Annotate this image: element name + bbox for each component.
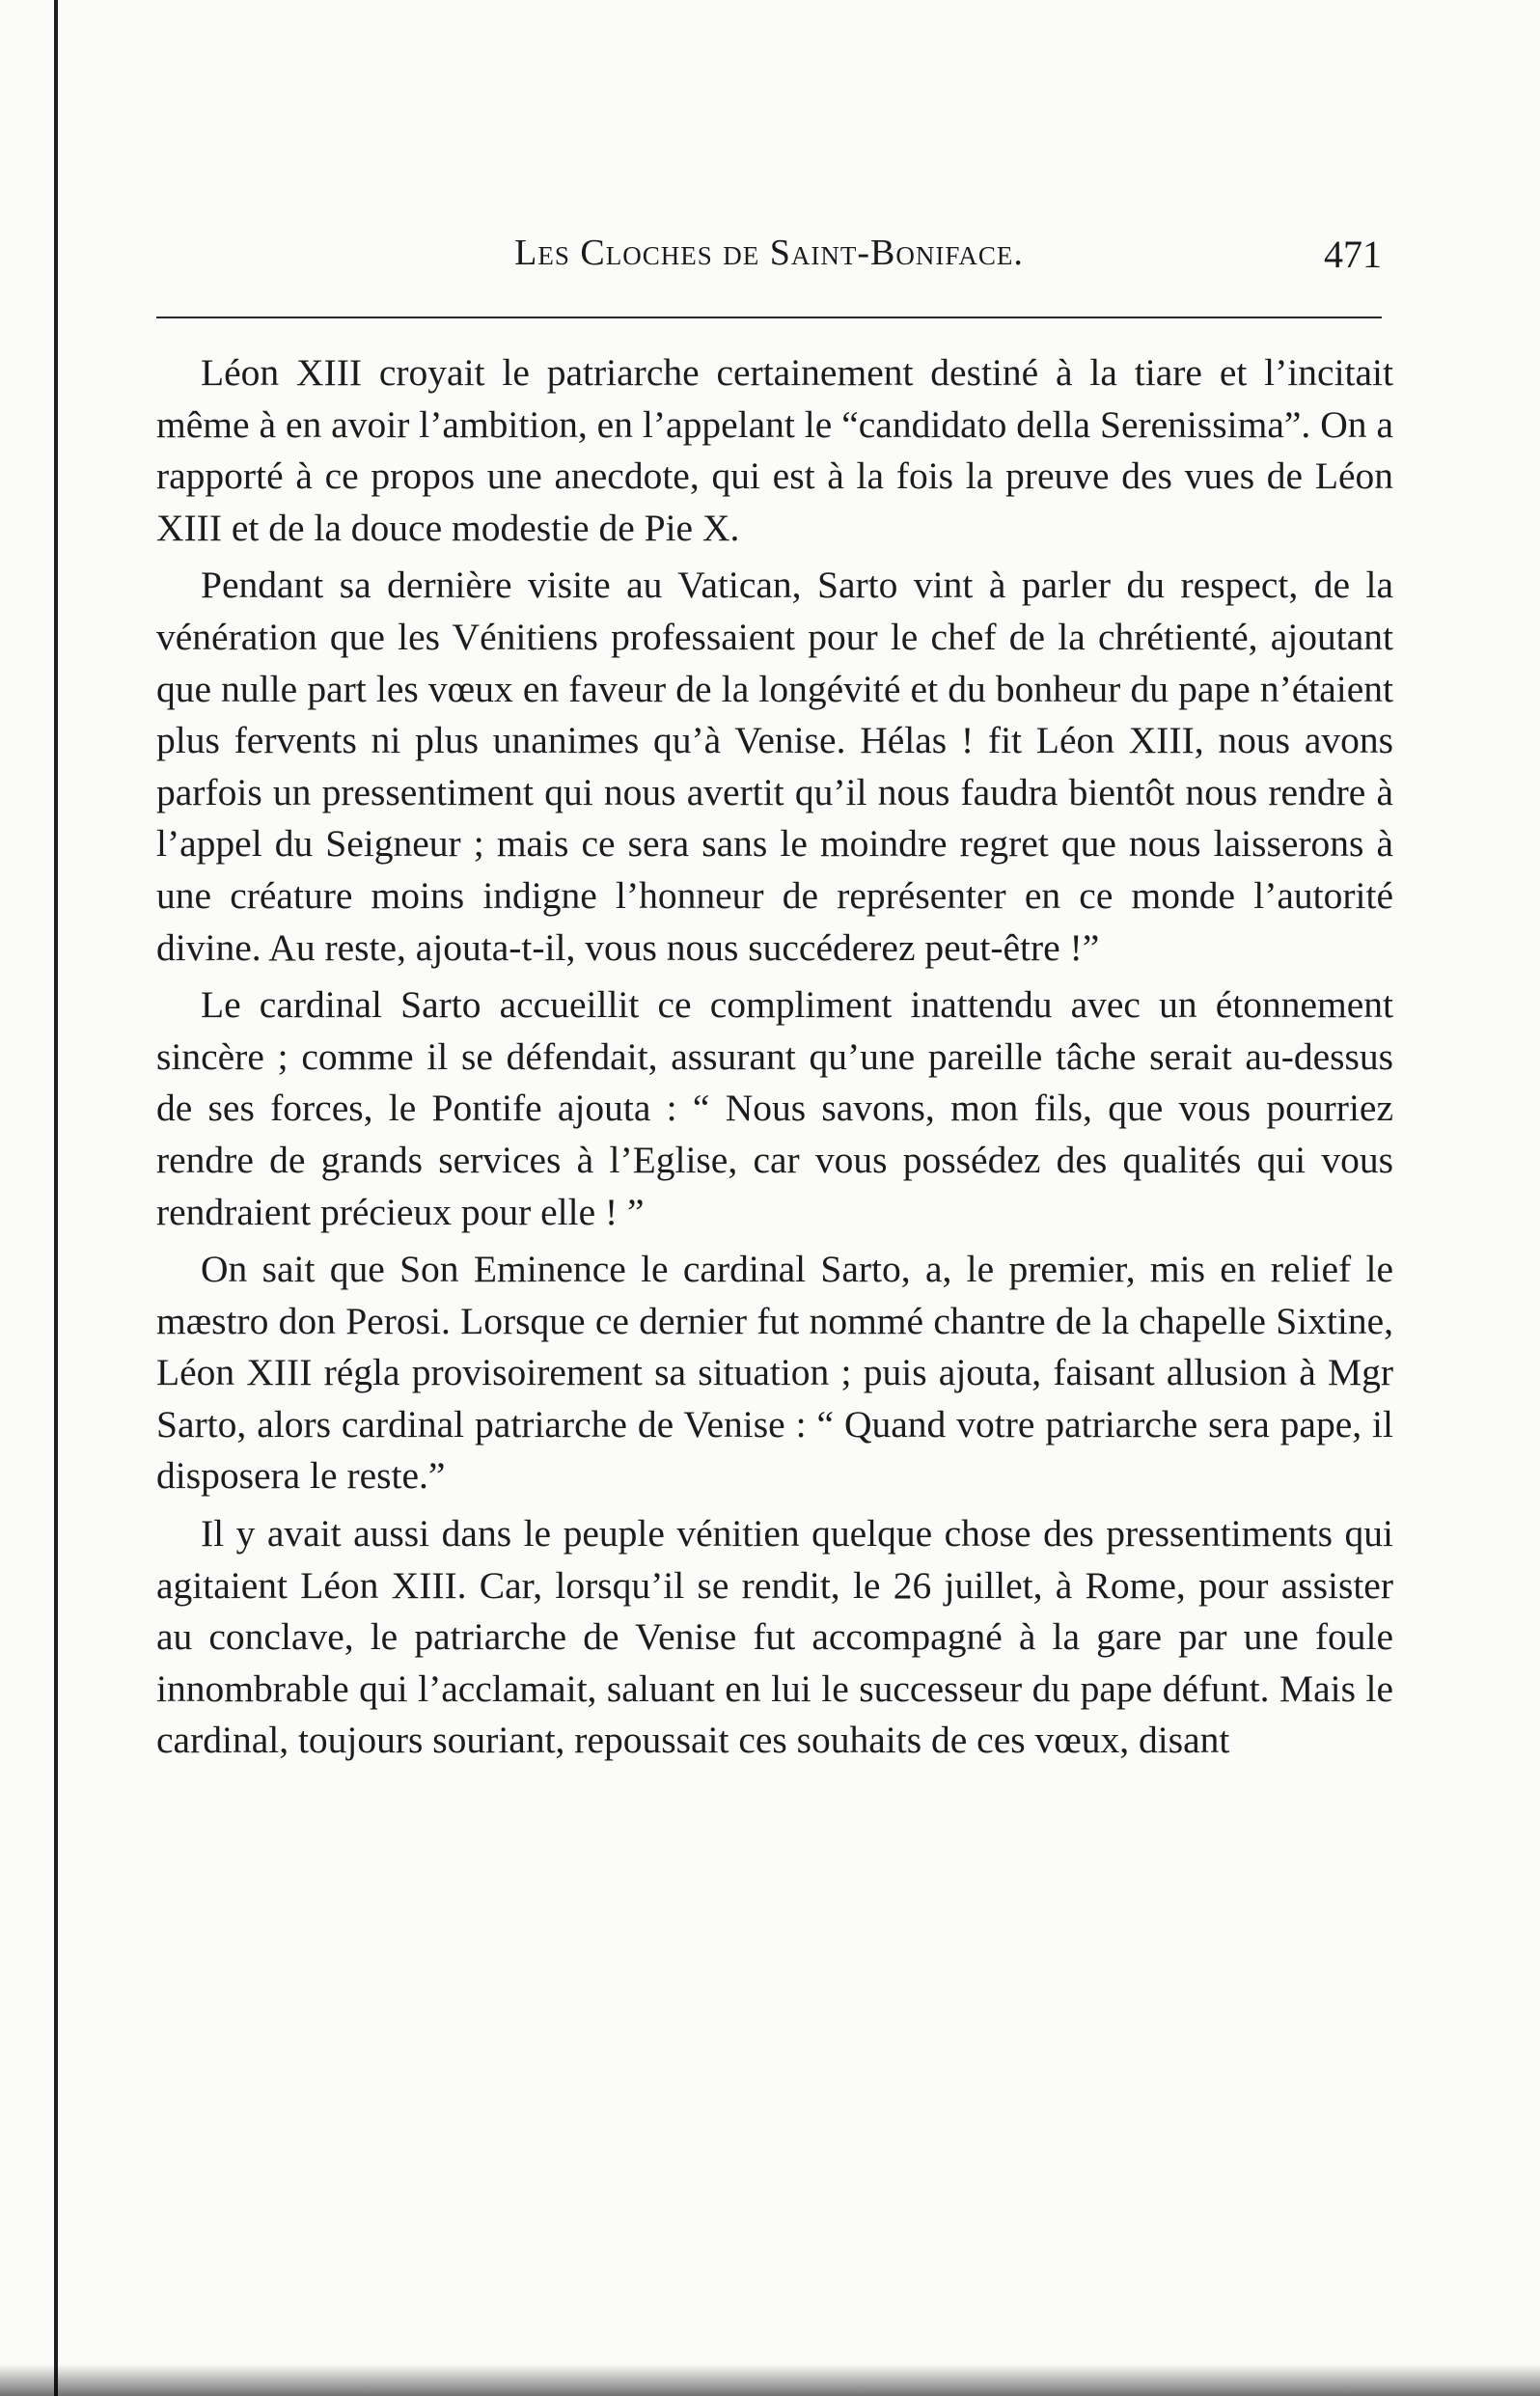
page-binding-edge [54,0,58,2396]
body-text [156,347,1393,1773]
header-rule [156,317,1382,318]
running-head [156,232,1382,289]
paragraph: Léon XIII croyait le patriarche certainement destiné à la tiare et l’incitait même à en avoir l’ambition, en l’appelant le “candidato della Serenissima”. On a rapporté à ce propos une anecdote, qui est à la fois la preuve des vues de Léon XIII et de la douce modestie de Pie X. [156,351,1393,549]
page-number: 471 [1324,233,1382,276]
paragraph: Pendant sa dernière visite au Vatican, Sarto vint à parler du respect, de la vénération que les Vénitiens professaient pour le chef de la chrétienté, ajoutant que nulle part les vœux en faveur de la longévité et du bonheur du pape n’étaient plus fervents ni plus unanimes qu’à Venise. Hélas ! fit Léon XIII, nous avons parfois un pressentiment qui nous avertit qu’il nous faudra bientôt nous rendre à l’appel du Seigneur ; mais ce sera sans le moindre regret que nous laisserons à une créature moins indigne l’honneur de représenter en ce monde l’autorité divine. Au reste, ajouta-t-il, vous nous succéderez peut-être !” [156,564,1393,969]
paragraph: On sait que Son Eminence le cardinal Sarto, a, le premier, mis en relief le mæstro don Perosi. Lorsque ce dernier fut nommé chantre de la chapelle Sixtine, Léon XIII régla provisoirement sa situation ; puis ajouta, faisant allusion à Mgr Sarto, alors cardinal patriarche de Venise : “ Quand votre patriarche sera pape, il disposera le reste.” [156,1248,1393,1498]
scan-bottom-shadow [0,2364,1540,2396]
paragraph: Il y avait aussi dans le peuple vénitien quelque chose des pressentiments qui agitaient Léon XIII. Car, lorsqu’il se rendit, le 26 juillet, à Rome, pour assister au conclave, le patriarche de Venise fut accompagné à la gare par une foule innombrable qui l’acclamait, saluant en lui le successeur du pape défunt. Mais le cardinal, toujours souriant, repoussait ces souhaits de ces vœux, disant [156,1512,1393,1762]
paragraph: Le cardinal Sarto accueillit ce compliment inattendu avec un étonnement sincère ; comme il se défendait, assurant qu’une pareille tâche serait au-dessus de ses forces, le Pontife ajouta : “ Nous savons, mon fils, que vous pourriez rendre de grands services à l’Eglise, car vous possédez des qualités qui vous rendraient précieux pour elle ! ” [156,983,1393,1233]
running-head-title: Les Cloches de Saint-Boniface. [514,233,1024,273]
